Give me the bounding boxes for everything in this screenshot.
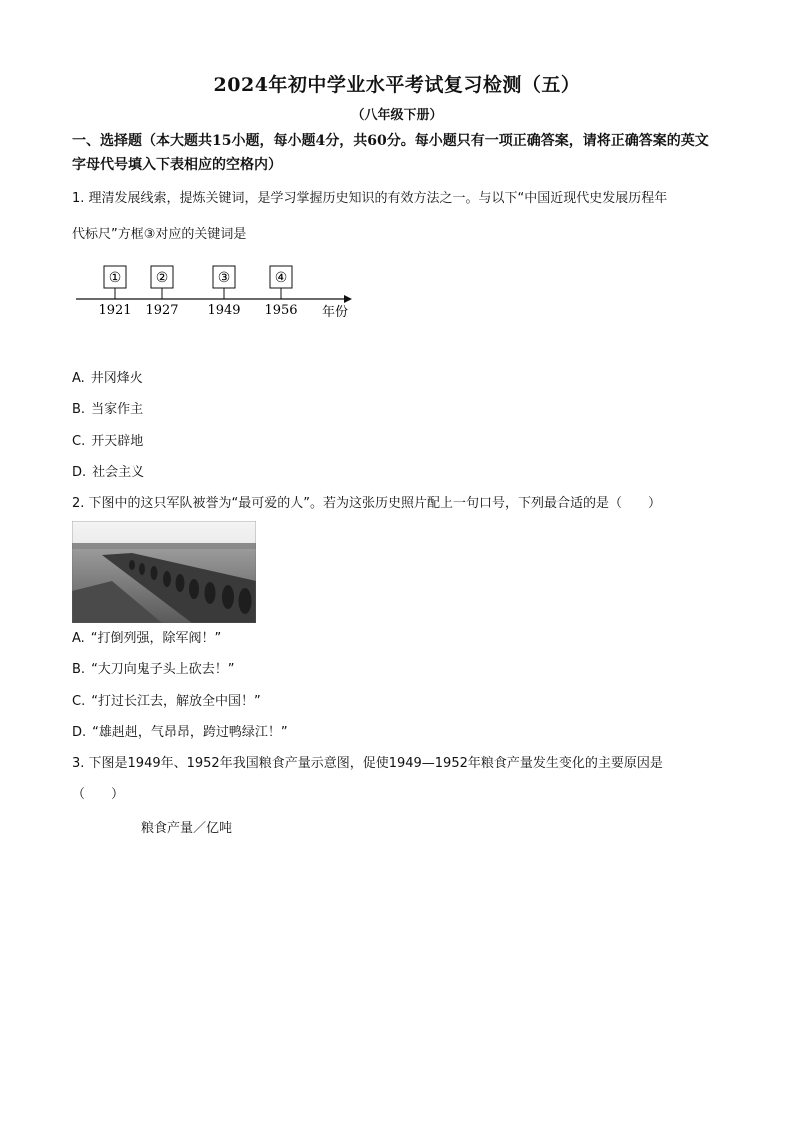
svg-text:②: ② [155,270,169,286]
svg-text:③: ③ [217,270,231,286]
question-3-line-1: 3. 下图是1949年、1952年我国粮食产量示意图，促使1949—1952年粮食产量发生变化的主要原因是 [72,756,663,771]
q1-option-c: C. 开天辟地 [72,434,144,449]
q2-option-a: A. “打倒列强，除军阀！” [72,631,222,646]
timeline-axis-label: 年份 [322,305,349,320]
q1-option-b: B. 当家作主 [72,402,144,417]
q1-option-d: D. 社会主义 [72,465,145,480]
timeline-box-2 [151,266,173,299]
timeline-box-4 [270,266,292,299]
timeline-arrow-icon [344,295,352,303]
timeline-year-1949: 1949 [207,303,241,318]
q2-option-b: B. “大刀向鬼子头上砍去！” [72,662,235,677]
timeline-box-3 [213,266,235,299]
svg-text:①: ① [108,270,122,286]
q1-option-a: A. 井冈烽火 [72,371,143,386]
q2-option-d: D. “雄赳赳，气昂昂，跨过鸭绿江！” [72,725,288,740]
q2-option-c: C. “打过长江去，解放全中国！” [72,694,261,709]
page-title: 2024年初中学业水平考试复习检测（五） [213,74,581,96]
question-1-line-2: 代标尺”方框③对应的关键词是 [72,227,247,242]
page-subtitle: （八年级下册） [351,108,443,123]
timeline-box-1 [104,266,126,299]
svg-text:④: ④ [274,270,288,286]
timeline-year-1956: 1956 [264,303,298,318]
section-heading: 一、选择题（本大题共15小题，每小题4分，共60分。每小题只有一项正确答案，请将正确答案的英文字母代号填入下表相应的空格内） [72,133,709,173]
question-2-line-1: 2. 下图中的这只军队被誉为“最可爱的人”。若为这张历史照片配上一句口号，下列最合适的是（ ） [72,496,662,511]
timeline-diagram [72,262,372,332]
question-1-line-1: 1. 理清发展线索，提炼关键词，是学习掌握历史知识的有效方法之一。与以下“中国近现代史发展历程年 [72,191,668,206]
question-3-line-2: （ ） [72,787,125,802]
timeline-year-1927: 1927 [145,303,179,318]
chart-y-axis-label: 粮食产量／亿吨 [141,821,233,836]
timeline-year-1921: 1921 [98,303,132,318]
historical-photo-soldiers [72,521,256,623]
